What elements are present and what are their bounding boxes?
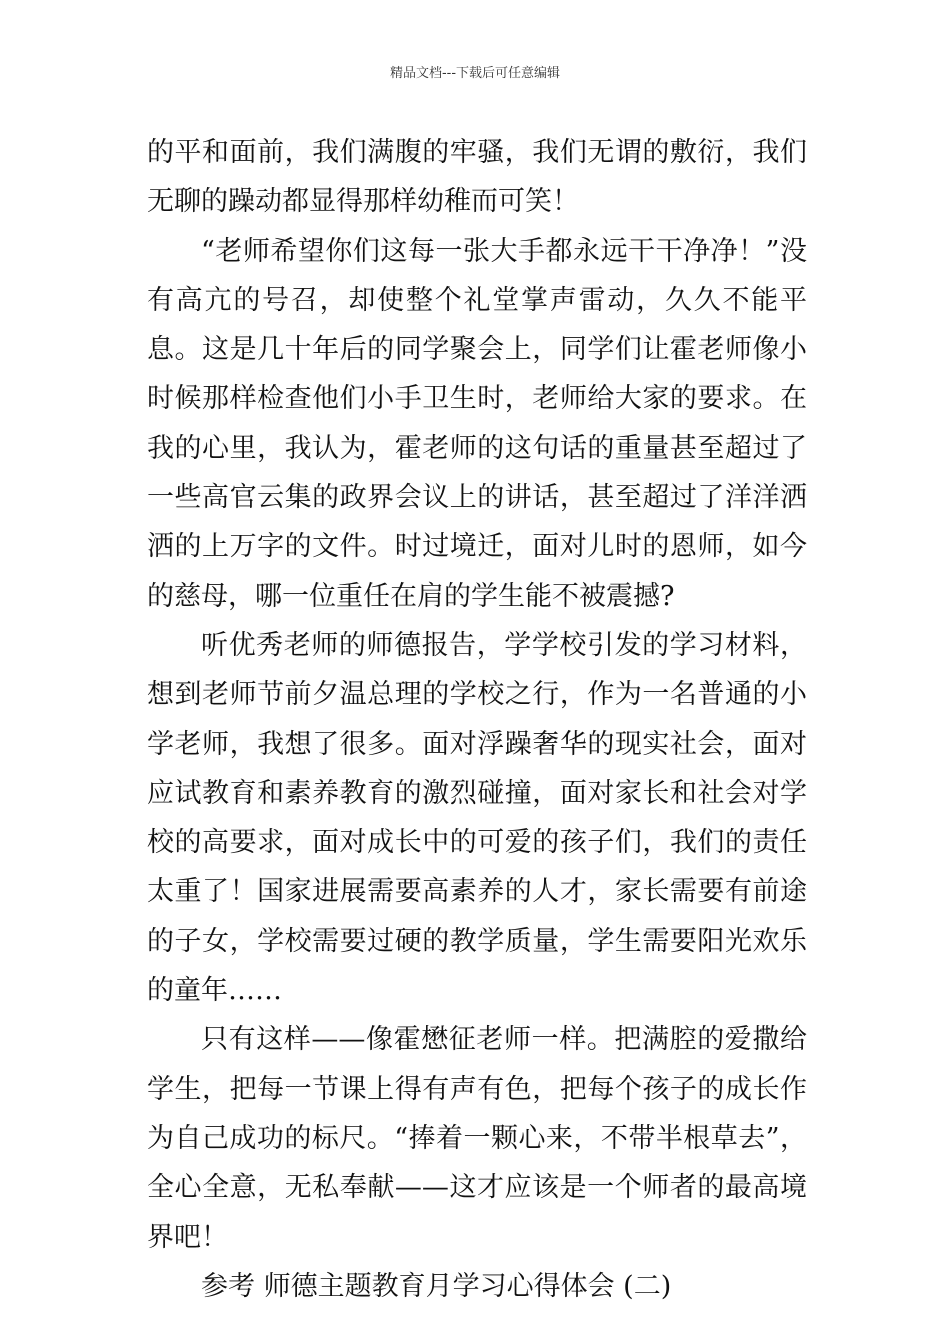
document-body: [147, 128, 807, 1311]
paragraph: “老师希望你们这每一张大手都永远干干净净！”没有高亢的号召，却使整个礼堂掌声雷动，久久不能平息。这是几十年后的同学聚会上，同学们让霍老师像小时候那样检查他们小手卫生时，老师给大家的要求。在我的心里，我认为，霍老师的这句话的重量甚至超过了一些高官云集的政界会议上的讲话，甚至超过了洋洋洒洒的上万字的文件。时过境迁，面对儿时的恩师，如今的慈母，哪一位重任在肩的学生能不被震撼?: [147, 235, 807, 612]
page-header: 精品文档---下载后可任意编辑: [389, 66, 561, 81]
paragraph-continuation: 的平和面前，我们满腹的牢骚，我们无谓的敷衍，我们无聊的躁动都显得那样幼稚而可笑！: [147, 137, 807, 218]
paragraph: 只有这样——像霍懋征老师一样。把满腔的爱撒给学生，把每一节课上得有声有色，把每个孩子的成长作为自己成功的标尺。“捧着一颗心来，不带半根草去”，全心全意，无私奉献——这才应该是一个师者的最高境界吧！: [147, 1024, 807, 1253]
paragraph: 听优秀老师的师德报告，学学校引发的学习材料，想到老师节前夕温总理的学校之行，作为一名普通的小学老师，我想了很多。面对浮躁奢华的现实社会，面对应试教育和素养教育的激烈碰撞，面对家长和社会对学校的高要求，面对成长中的可爱的孩子们，我们的责任太重了！国家进展需要高素养的人才，家长需要有前途的子女，学校需要过硬的教学质量，学生需要阳光欢乐的童年……: [147, 629, 807, 1007]
section-title: 参考 师德主题教育月学习心得体会 (二): [201, 1270, 672, 1302]
